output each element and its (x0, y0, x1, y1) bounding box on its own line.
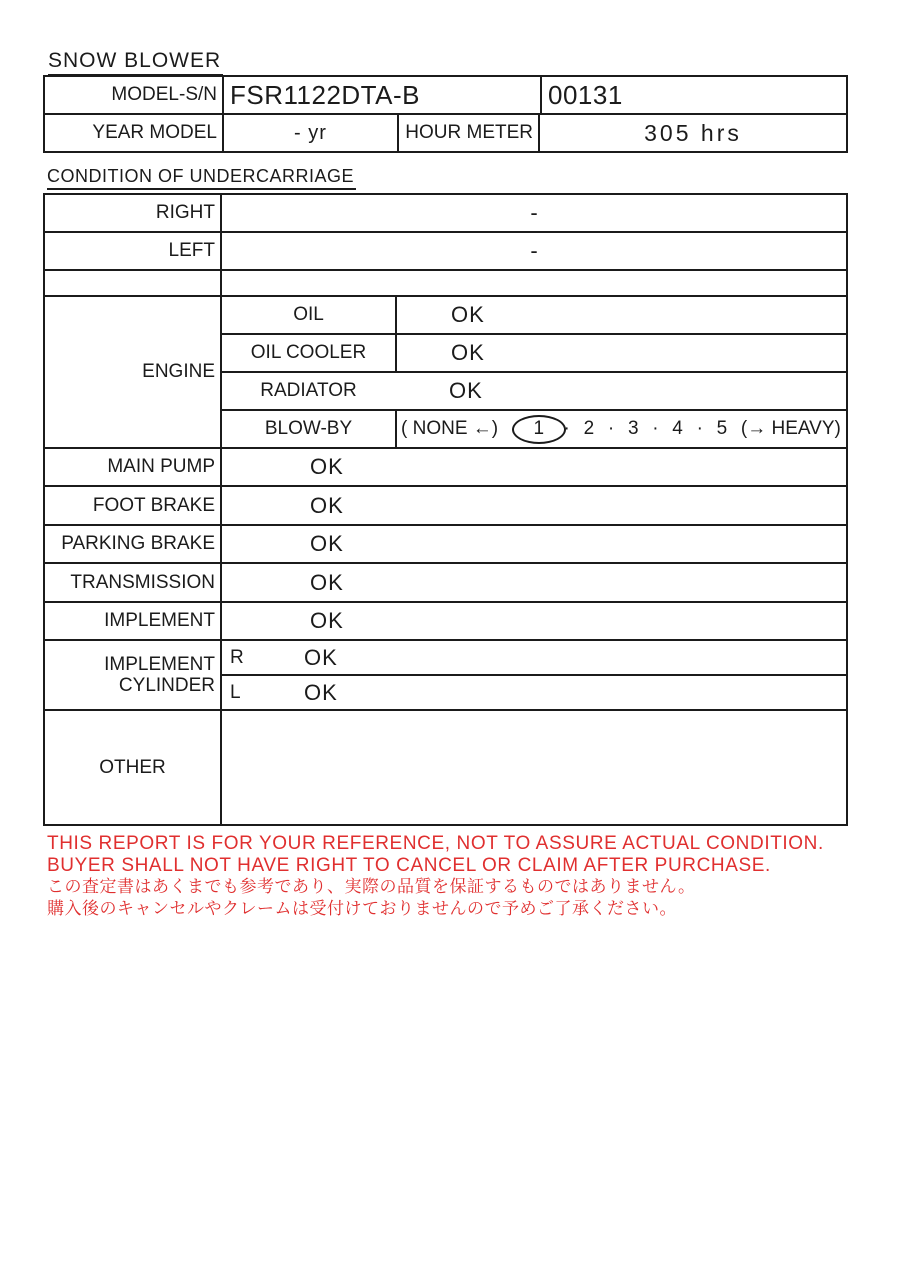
selection-ellipse (512, 415, 566, 444)
spacer-label-cell (45, 271, 222, 295)
model-row (45, 77, 846, 113)
page-title: SNOW BLOWER (48, 50, 223, 76)
row-foot-brake (45, 485, 846, 524)
transmission-value-cell (222, 564, 846, 601)
serial-number-value: 00131 (540, 77, 846, 113)
foot-brake-value-cell (222, 487, 846, 524)
row-transmission (45, 562, 846, 601)
row-left (45, 231, 846, 269)
implement-cylinder-label-line2: CYLINDER (118, 675, 215, 696)
scale-separator: · (563, 418, 570, 439)
disclaimer-block (47, 833, 824, 919)
row-spacer (45, 269, 846, 295)
model-sn-value: FSR1122DTA-B (222, 77, 540, 113)
row-right (45, 195, 846, 231)
scale-separator: · (696, 418, 703, 439)
year-model-value: - yr (222, 115, 397, 151)
parking-brake-value-cell (222, 526, 846, 562)
scale-separator: · (607, 418, 615, 439)
implement-value: OK (310, 608, 344, 633)
main-pump-value-cell (222, 449, 846, 485)
row-oil (222, 297, 846, 333)
scale-value-1: 1 (533, 418, 545, 439)
cylinder-r-label: R (230, 646, 244, 668)
scale-value-2: 2 (583, 418, 595, 439)
row-engine (45, 295, 846, 447)
row-oil-cooler (222, 333, 846, 371)
row-implement (45, 601, 846, 639)
parking-brake-label: PARKING BRAKE (45, 526, 222, 562)
scale-left-note: ( NONE ←) (401, 418, 499, 439)
transmission-value: OK (310, 569, 344, 595)
engine-label: ENGINE (45, 297, 222, 447)
disclaimer-line-1: THIS REPORT IS FOR YOUR REFERENCE, NOT TO ASSURE ACTUAL CONDITION. (47, 833, 824, 854)
engine-subrows (222, 297, 846, 447)
year-model-label: YEAR MODEL (92, 122, 217, 143)
left-label: LEFT (45, 233, 222, 269)
oil-cooler-label: OIL COOLER (250, 342, 367, 363)
oil-label: OIL (293, 304, 324, 325)
scale-value-3: 3 (627, 418, 639, 439)
section-title-undercarriage: CONDITION OF UNDERCARRIAGE (47, 167, 356, 190)
oil-value: OK (451, 302, 485, 327)
model-sn-label: MODEL-S/N (111, 84, 217, 105)
right-label: RIGHT (45, 195, 222, 231)
foot-brake-label: FOOT BRAKE (45, 487, 222, 524)
foot-brake-value: OK (310, 492, 344, 518)
transmission-label: TRANSMISSION (45, 564, 222, 601)
radiator-label: RADIATOR (260, 380, 357, 401)
disclaimer-line-3: この査定書はあくまでも参考であり、実際の品質を保証するものではありません。 (47, 877, 696, 896)
radiator-value: OK (449, 378, 483, 403)
blow-by-scale (395, 411, 846, 447)
radiator-value-cell (395, 373, 846, 409)
oil-value-cell (395, 297, 846, 333)
right-value: - (530, 200, 538, 225)
row-cylinder-l (222, 674, 846, 709)
disclaimer-line-4: 購入後のキャンセルやクレームは受付けておりませんので予めご了承ください。 (47, 898, 677, 918)
row-parking-brake (45, 524, 846, 562)
scale-right-note: (→ HEAVY) (740, 418, 841, 439)
header-table (43, 75, 848, 153)
implement-cylinder-label-line1: IMPLEMENT (104, 654, 215, 675)
scale-value-4: 4 (672, 418, 683, 439)
other-label: OTHER (45, 711, 222, 824)
other-value-cell (222, 711, 846, 824)
cylinder-r-value: OK (304, 644, 338, 670)
main-pump-label: MAIN PUMP (45, 449, 222, 485)
cylinder-l-label: L (230, 681, 241, 703)
hour-meter-label: HOUR METER (397, 115, 538, 151)
implement-label: IMPLEMENT (45, 603, 222, 639)
row-implement-cylinder (45, 639, 846, 709)
year-hour-row (45, 113, 846, 151)
main-pump-value: OK (310, 454, 344, 479)
scale-value-5: 5 (716, 418, 728, 439)
oil-cooler-value: OK (451, 340, 485, 365)
row-cylinder-r (222, 641, 846, 674)
parking-brake-value: OK (310, 531, 344, 556)
blow-by-label: BLOW-BY (264, 418, 353, 439)
row-main-pump (45, 447, 846, 485)
scale-separator: · (652, 418, 659, 439)
disclaimer-line-2: BUYER SHALL NOT HAVE RIGHT TO CANCEL OR CLAIM AFTER PURCHASE. (47, 854, 771, 876)
implement-cylinder-subrows (222, 641, 846, 709)
implement-cylinder-label (45, 641, 222, 709)
cylinder-l-value: OK (304, 679, 338, 705)
hour-meter-value: 305 hrs (538, 115, 846, 151)
oil-cooler-value-cell (395, 335, 846, 371)
implement-value-cell (222, 603, 846, 639)
row-other (45, 709, 846, 824)
condition-table (43, 193, 848, 826)
left-value: - (530, 238, 538, 263)
row-radiator (222, 371, 846, 409)
row-blow-by (222, 409, 846, 447)
spacer-value-cell (222, 271, 846, 295)
